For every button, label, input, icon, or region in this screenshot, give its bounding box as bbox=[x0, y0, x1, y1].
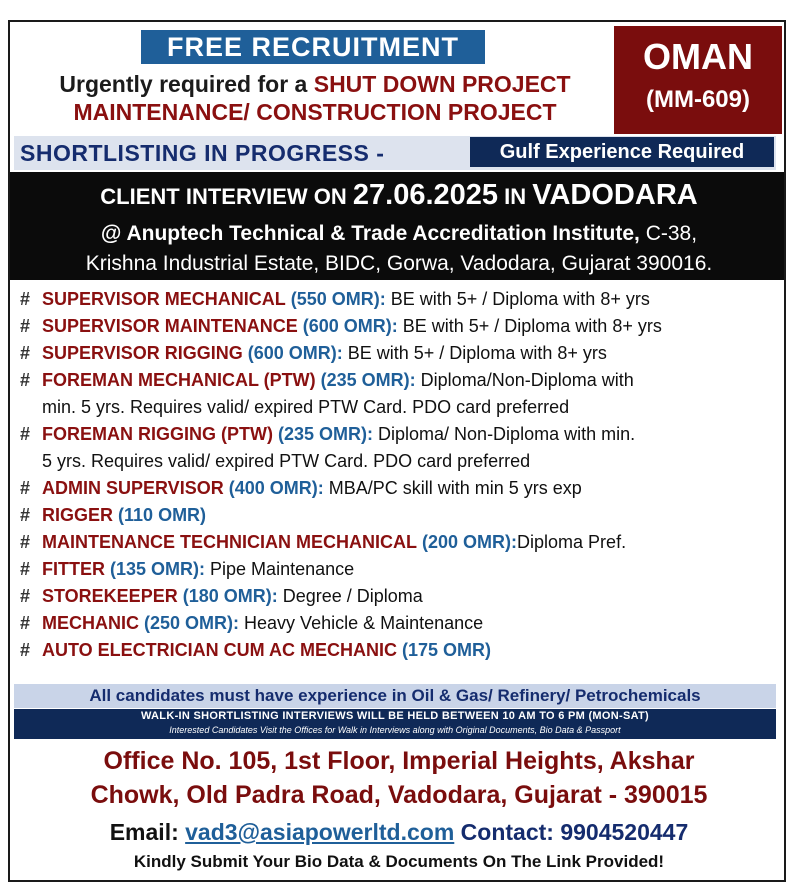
job-salary: (400 OMR): bbox=[228, 478, 324, 498]
job-requirement: Diploma/Non-Diploma with bbox=[415, 370, 634, 390]
job-title: AUTO ELECTRICIAN CUM AC MECHANIC bbox=[42, 640, 397, 660]
job-salary: (235 OMR): bbox=[320, 370, 416, 390]
venue-name: @ Anuptech Technical & Trade Accreditation Institute, bbox=[100, 222, 640, 245]
shortlisting-text: SHORTLISTING IN PROGRESS - bbox=[20, 140, 385, 166]
job-salary: (200 OMR): bbox=[422, 532, 518, 552]
hash-bullet-icon: # bbox=[20, 316, 31, 336]
country-name: OMAN bbox=[643, 36, 753, 77]
walkin-note: Interested Candidates Visit the Offices for Walk in Interviews along with Original Documents, Bio Data & Passport bbox=[169, 725, 621, 735]
job-list bbox=[20, 286, 780, 664]
job-salary: (250 OMR): bbox=[144, 613, 240, 633]
interview-in: IN bbox=[498, 184, 533, 209]
hash-bullet-icon: # bbox=[20, 640, 31, 660]
job-item bbox=[20, 502, 780, 529]
hash-bullet-icon: # bbox=[20, 370, 31, 390]
recruitment-poster bbox=[8, 20, 786, 882]
job-title: RIGGER bbox=[42, 505, 114, 525]
hash-bullet-icon: # bbox=[20, 613, 31, 633]
venue-name-line bbox=[10, 220, 786, 248]
job-requirement: BE with 5+ / Diploma with 8+ yrs bbox=[397, 316, 662, 336]
oil-gas-requirement: All candidates must have experience in Oil & Gas/ Refinery/ Petrochemicals bbox=[14, 684, 776, 708]
hash-bullet-icon: # bbox=[20, 505, 31, 525]
submit-instruction: Kindly Submit Your Bio Data & Documents On The Link Provided! bbox=[133, 852, 665, 871]
free-recruitment-banner: FREE RECRUITMENT bbox=[141, 30, 485, 64]
job-salary: (110 OMR) bbox=[118, 505, 207, 525]
job-title: FOREMAN RIGGING (PTW) bbox=[42, 424, 273, 444]
job-title: FOREMAN MECHANICAL (PTW) bbox=[42, 370, 316, 390]
hash-bullet-icon: # bbox=[20, 478, 31, 498]
job-item bbox=[20, 421, 780, 448]
venue-address: Krishna Industrial Estate, BIDC, Gorwa, Vadodara, Gujarat 390016. bbox=[85, 252, 713, 275]
job-title: ADMIN SUPERVISOR bbox=[42, 478, 224, 498]
contact-label: Contact: bbox=[460, 819, 561, 845]
job-title: STOREKEEPER bbox=[42, 586, 178, 606]
job-item bbox=[20, 340, 780, 367]
job-item-continuation: min. 5 yrs. Requires valid/ expired PTW Card. PDO card preferred bbox=[42, 397, 570, 417]
hash-bullet-icon: # bbox=[20, 289, 31, 309]
interview-city: VADODARA bbox=[532, 179, 698, 211]
job-salary: (135 OMR): bbox=[110, 559, 206, 579]
job-salary: (235 OMR): bbox=[278, 424, 374, 444]
venue-suffix: C-38, bbox=[639, 222, 698, 245]
interview-date-line bbox=[10, 176, 786, 219]
urgent-prefix: Urgently required for a bbox=[59, 71, 314, 97]
job-item bbox=[20, 556, 780, 583]
office-address-line1: Office No. 105, 1st Floor, Imperial Heights, Akshar bbox=[103, 747, 695, 775]
job-item bbox=[20, 637, 780, 664]
job-requirement: Diploma Pref. bbox=[517, 532, 627, 552]
hash-bullet-icon: # bbox=[20, 424, 31, 444]
maintenance-construction-project: MAINTENANCE/ CONSTRUCTION PROJECT bbox=[73, 99, 557, 125]
job-requirement: MBA/PC skill with min 5 yrs exp bbox=[323, 478, 582, 498]
job-salary: (550 OMR): bbox=[290, 289, 386, 309]
job-title: MECHANIC bbox=[42, 613, 139, 633]
email-link[interactable]: vad3@asiapowerltd.com bbox=[185, 819, 455, 845]
gulf-experience-badge: Gulf Experience Required bbox=[470, 137, 774, 167]
shortlisting-bar bbox=[14, 136, 776, 170]
job-requirement: Heavy Vehicle & Maintenance bbox=[239, 613, 484, 633]
job-code: (MM-609) bbox=[645, 86, 750, 113]
email-label: Email: bbox=[109, 819, 186, 845]
job-title: SUPERVISOR RIGGING bbox=[42, 343, 243, 363]
office-address-line2: Chowk, Old Padra Road, Vadodara, Gujarat - 390015 bbox=[90, 781, 708, 809]
walkin-timing: WALK-IN SHORTLISTING INTERVIEWS WILL BE HELD BETWEEN 10 AM TO 6 PM (MON-SAT) bbox=[140, 710, 650, 722]
job-item bbox=[20, 475, 780, 502]
job-salary: (175 OMR) bbox=[402, 640, 492, 660]
job-salary: (600 OMR): bbox=[302, 316, 398, 336]
job-item bbox=[20, 286, 780, 313]
office-address bbox=[10, 744, 786, 812]
job-title: FITTER bbox=[42, 559, 105, 579]
interview-date: 27.06.2025 bbox=[352, 179, 499, 211]
job-item-continuation: 5 yrs. Requires valid/ expired PTW Card. PDO card preferred bbox=[42, 451, 531, 471]
country-badge bbox=[614, 26, 782, 134]
walkin-banner bbox=[14, 709, 776, 739]
interview-block bbox=[10, 172, 786, 280]
hash-bullet-icon: # bbox=[20, 532, 31, 552]
job-item bbox=[20, 610, 780, 637]
job-salary: (180 OMR): bbox=[182, 586, 278, 606]
project-headline bbox=[30, 70, 600, 126]
contact-number: 9904520447 bbox=[560, 819, 689, 845]
job-title: MAINTENANCE TECHNICIAN MECHANICAL bbox=[42, 532, 417, 552]
job-requirement: BE with 5+ / Diploma with 8+ yrs bbox=[342, 343, 607, 363]
interview-label: CLIENT INTERVIEW ON bbox=[100, 184, 353, 209]
job-requirement: BE with 5+ / Diploma with 8+ yrs bbox=[385, 289, 650, 309]
job-item bbox=[20, 367, 780, 394]
job-requirement: Pipe Maintenance bbox=[205, 559, 355, 579]
shut-down-project: SHUT DOWN PROJECT bbox=[313, 71, 571, 97]
job-item bbox=[20, 583, 780, 610]
hash-bullet-icon: # bbox=[20, 559, 31, 579]
job-requirement: Diploma/ Non-Diploma with min. bbox=[373, 424, 636, 444]
job-requirement: Degree / Diploma bbox=[277, 586, 423, 606]
job-salary: (600 OMR): bbox=[247, 343, 343, 363]
contact-row bbox=[10, 816, 786, 848]
job-title: SUPERVISOR MECHANICAL bbox=[42, 289, 286, 309]
hash-bullet-icon: # bbox=[20, 343, 31, 363]
job-item bbox=[20, 529, 780, 556]
job-item bbox=[20, 313, 780, 340]
job-title: SUPERVISOR MAINTENANCE bbox=[42, 316, 298, 336]
hash-bullet-icon: # bbox=[20, 586, 31, 606]
